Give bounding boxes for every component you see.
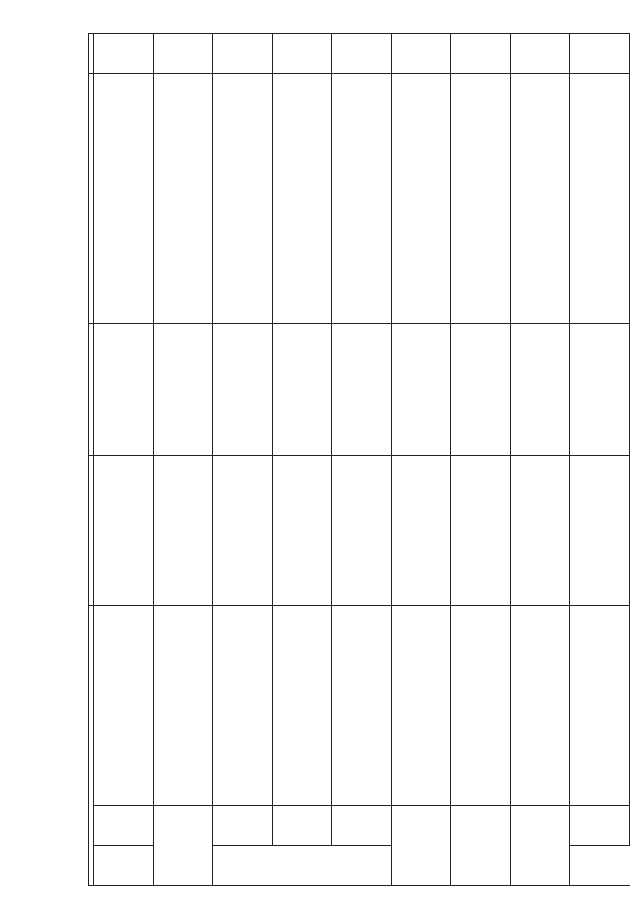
row-mn bbox=[451, 33, 511, 73]
row-description bbox=[510, 455, 570, 605]
row-type bbox=[153, 323, 213, 455]
row-type-description bbox=[213, 73, 273, 323]
table-row bbox=[451, 33, 511, 885]
row-mn bbox=[391, 33, 451, 73]
row-type-description bbox=[510, 73, 570, 323]
row-number bbox=[272, 806, 332, 846]
row-number bbox=[332, 806, 392, 846]
row-number bbox=[213, 806, 273, 846]
row-description bbox=[332, 455, 392, 605]
table-row bbox=[94, 33, 154, 885]
table-row bbox=[391, 33, 451, 885]
row-mn bbox=[153, 33, 213, 73]
indent-cell bbox=[213, 846, 273, 886]
row-description bbox=[153, 455, 213, 605]
row-type bbox=[570, 323, 630, 455]
row-type-description bbox=[391, 73, 451, 323]
indent-cell bbox=[332, 846, 392, 886]
row-element-name bbox=[451, 605, 511, 805]
row-type-description bbox=[272, 73, 332, 323]
data-element-table bbox=[88, 33, 630, 886]
row-type-description bbox=[94, 73, 154, 323]
rotated-table-wrapper bbox=[88, 34, 630, 886]
row-description bbox=[391, 455, 451, 605]
row-description bbox=[213, 455, 273, 605]
row-element-name bbox=[272, 605, 332, 805]
row-description bbox=[272, 455, 332, 605]
row-number bbox=[153, 806, 213, 886]
row-mn bbox=[272, 33, 332, 73]
row-element-name bbox=[153, 605, 213, 805]
row-description bbox=[570, 455, 630, 605]
row-type bbox=[272, 323, 332, 455]
indent-cell bbox=[272, 846, 332, 886]
row-number bbox=[570, 806, 630, 846]
row-mn bbox=[94, 33, 154, 73]
row-mn bbox=[332, 33, 392, 73]
row-number bbox=[451, 806, 511, 886]
row-element-name bbox=[391, 605, 451, 805]
row-type-description bbox=[570, 73, 630, 323]
row-type bbox=[391, 323, 451, 455]
table-row bbox=[332, 33, 392, 885]
row-number bbox=[94, 806, 154, 846]
row-element-name bbox=[510, 605, 570, 805]
row-element-name bbox=[94, 605, 154, 805]
row-type-description bbox=[153, 73, 213, 323]
row-element-name bbox=[332, 605, 392, 805]
row-type bbox=[213, 323, 273, 455]
table-row bbox=[510, 33, 570, 885]
row-mn bbox=[213, 33, 273, 73]
row-mn bbox=[570, 33, 630, 73]
table-row bbox=[570, 33, 630, 885]
row-type bbox=[510, 323, 570, 455]
table-row bbox=[272, 33, 332, 885]
indent-cell bbox=[570, 846, 630, 886]
row-type bbox=[332, 323, 392, 455]
row-number bbox=[510, 806, 570, 886]
row-mn bbox=[510, 33, 570, 73]
row-type bbox=[94, 323, 154, 455]
indent-cell bbox=[94, 846, 154, 886]
table-row bbox=[153, 33, 213, 885]
row-description bbox=[451, 455, 511, 605]
row-element-name bbox=[213, 605, 273, 805]
row-type-description bbox=[332, 73, 392, 323]
row-type bbox=[451, 323, 511, 455]
table-row bbox=[213, 33, 273, 885]
row-element-name bbox=[570, 605, 630, 805]
row-number bbox=[391, 806, 451, 886]
row-type-description bbox=[451, 73, 511, 323]
row-description bbox=[94, 455, 154, 605]
